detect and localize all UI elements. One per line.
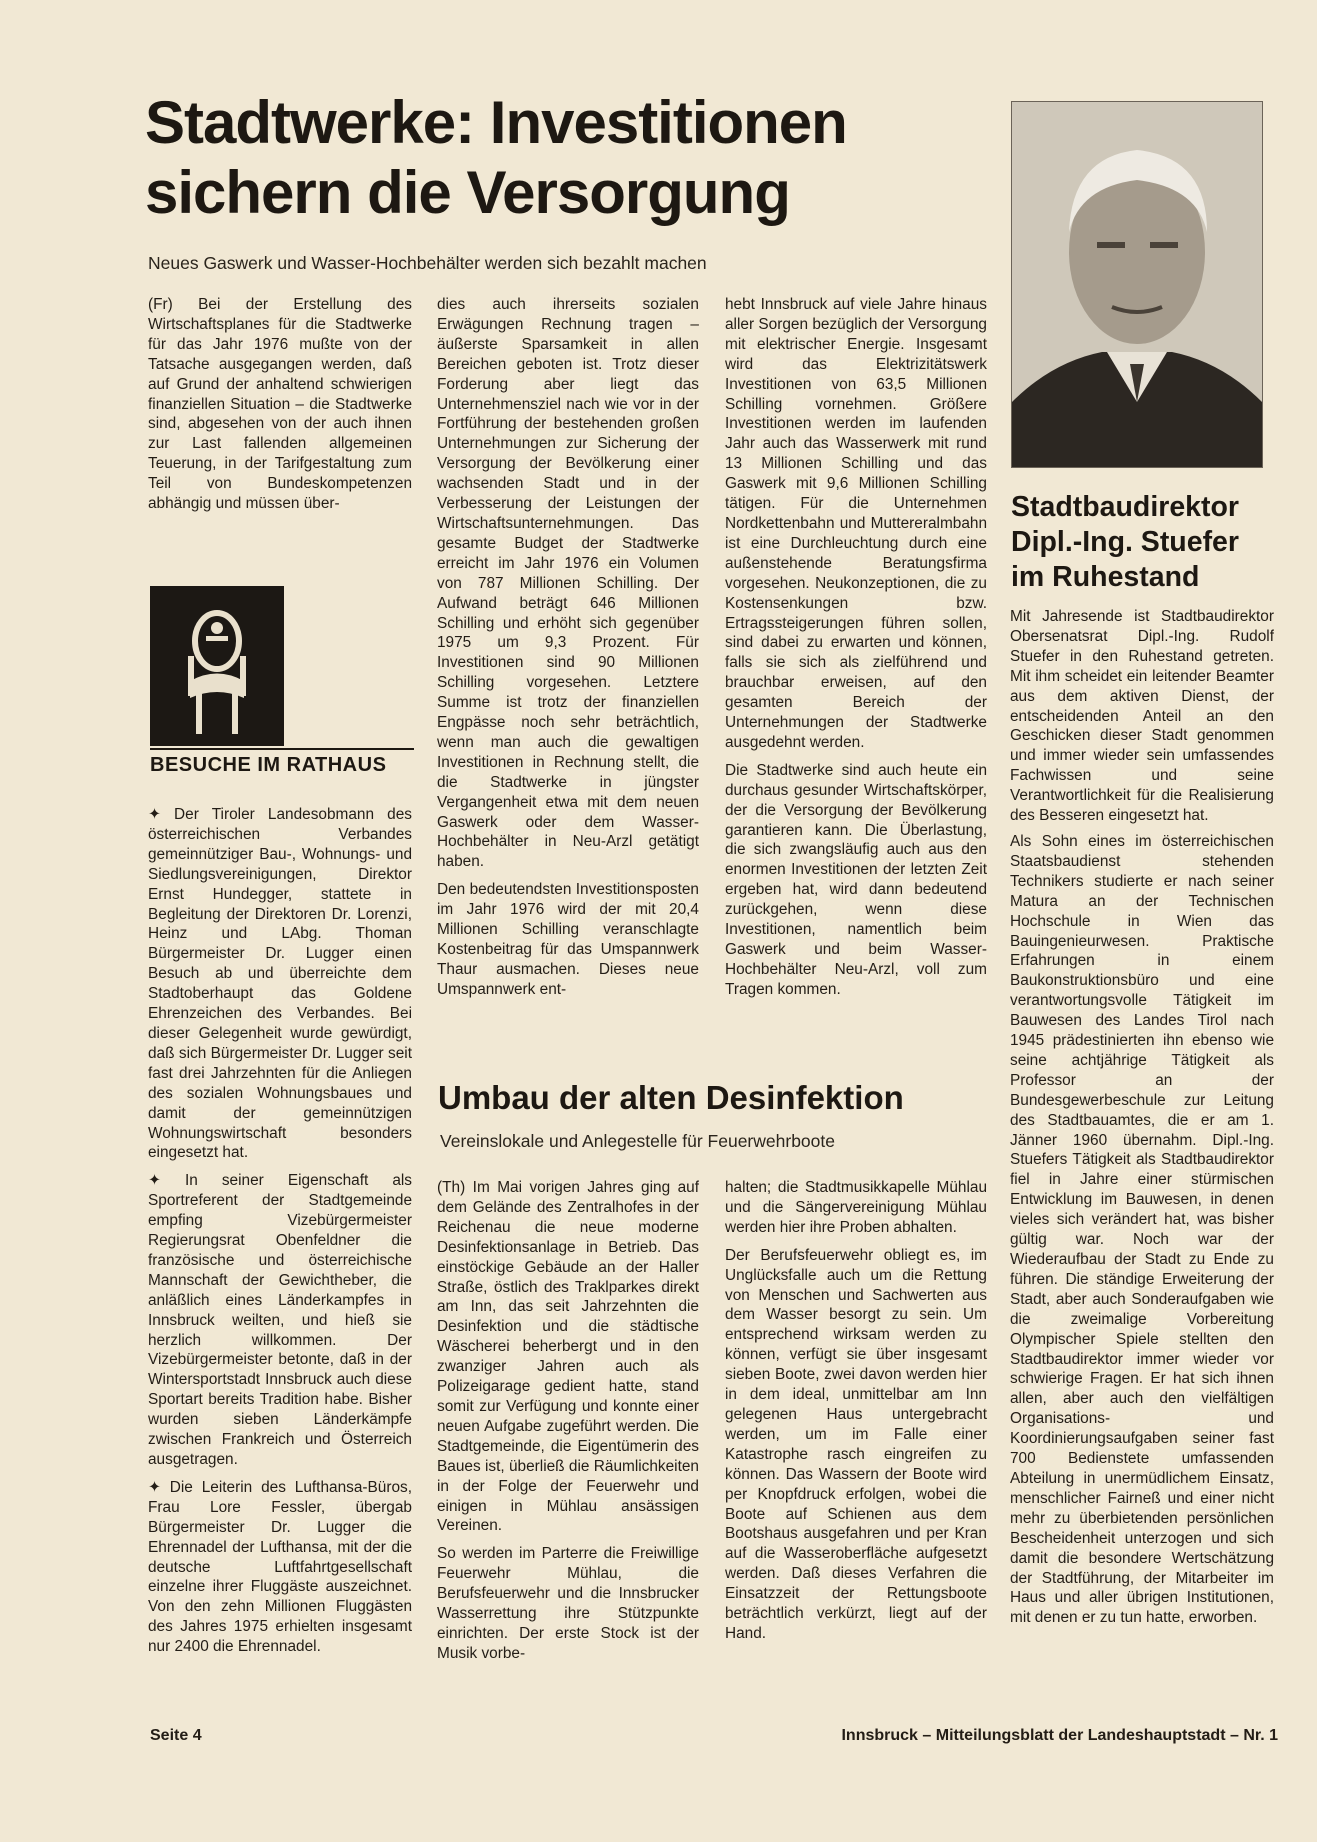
chair-icon (150, 586, 284, 746)
rubric-paragraph-3: ✦ Die Leiterin des Lufthansa-Büros, Frau Lore Fessler, übergab Bürgermeister Dr. Lugger die Ehrennadel der Lufthansa, mit der die deutsche Luftfahrtgesellschaft einzelne ihrer Fluggäste auszeichnet. Von den zehn Millionen Fluggästen des Jahres 1975 erhielten insgesamt nur 2400 die Ehrennadel. (148, 1478, 412, 1656)
publication-name: Innsbruck – Mitteilungsblatt der Landeshauptstadt – Nr. 1 (841, 1727, 1278, 1744)
article2-paragraph: halten; die Stadtmusikkapelle Mühlau und die Sängervereinigung Mühlau werden hier ihre Proben abhalten. (725, 1179, 987, 1236)
rubric-paragraph-1: ✦ Der Tiroler Landesobmann des österreichischen Verbandes gemeinnütziger Bau-, Wohnungs- und Siedlungsvereinigungen, Direktor Ernst Hundegger, stattete in Begleitung der Direktoren Dr. Lorenzi, Heinz und LAbg. Thoman Bürgermeister Dr. Lugger einen Besuch ab und überreichte dem Stadtoberhaupt das Goldene Ehrenzeichen des Verbandes. Bei dieser Gelegenheit wurde gewürdigt, daß sich Bürgermeister Dr. Lugger seit fast drei Jahrzehnten für die Anliegen des sozialen Wohnungsbaues und damit der gemeinnützigen Wohnungswirtschaft besonders eingesetzt hat. (148, 806, 412, 1162)
article-subtitle: Neues Gaswerk und Wasser-Hochbehälter werden sich bezahlt machen (148, 253, 707, 273)
article2-paragraph: So werden im Parterre die Freiwillige Feuerwehr Mühlau, die Berufsfeuerwehr und die Innsbrucker Wasserrettung ihre Stützpunkte einrichten. Der erste Stock ist der Musik vorbe- (437, 1545, 699, 1662)
rubric-paragraph-2: ✦ In seiner Eigenschaft als Sportreferent der Stadtgemeinde empfing Vizebürgermeister Regierungsrat Obenfeldner die französische und österreichische Mannschaft der Gewichtheber, die anläßlich eines Länderkampfes in Innsbruck weilten, und hieß sie herzlich willkommen. Der Vizebürgermeister betonte, daß in der Wintersportstadt Innsbruck auch diese Sportart bereits Tradition habe. Bisher wurden sieben Länderkämpfe zwischen Frankreich und Österreich ausgetragen. (148, 1172, 412, 1468)
article-paragraph: hebt Innsbruck auf viele Jahre hinaus aller Sorgen bezüglich der Versorgung mit elektrischer Energie. Insgesamt wird das Elektrizitätswerk Investitionen von 63,5 Millionen Schilling vornehmen. Größere Investitionen werden im laufenden Jahr auch das Wasserwerk mit rund 13 Millionen Schilling und das Gaswerk mit 9,6 Millionen Schilling tätigen. Für die Unternehmen Nordkettenbahn und Muttereralmbahn ist eine Durchleuchtung durch eine außenstehende Beratungsfirma vorgesehen. Neukonzeptionen, die zu Kostensenkungen bzw. Ertragssteigerungen führen sollen, sind dabei zu erwarten und können, falls sie sich als zielführend und brauchbar erweisen, auf den gesamten Bereich der Unternehmungen der Stadtwerke ausgedehnt werden. (725, 296, 987, 751)
article2-column-1 (437, 1178, 699, 1708)
article2-title: Umbau der alten Desinfektion (438, 1079, 904, 1116)
rathaus-chair-logo (150, 586, 284, 746)
sidebar-title: Stadtbaudirektor Dipl.-Ing. Stuefer im Ruhestand (1011, 491, 1240, 593)
article2-subtitle: Vereinslokale und Anlegestelle für Feuerwehrboote (440, 1131, 835, 1151)
page-number: Seite 4 (150, 1727, 202, 1744)
article2-paragraph: Der Berufsfeuerwehr obliegt es, im Unglücksfalle auch um die Rettung von Menschen und Sachwerten aus dem Wasser besorgt zu sein. Um entsprechend wirksam werden zu können, verfügt sie über insgesamt sieben Boote, zwei davon werden hier in dem ideal, unmittelbar am Inn gelegenen Haus untergebracht werden, um im Falle einer Katastrophe rasch eingreifen zu können. Das Wassern der Boote wird per Knopfdruck erfolgen, wobei die Boote auf Schienen aus dem Bootshaus ausgefahren und per Kran auf die Wasseroberfläche aufgesetzt werden. Daß dieses Verfahren die Einsatzzeit der Rettungsboote beträchtlich verkürzt, liegt auf der Hand. (725, 1246, 987, 1642)
rubric-title: BESUCHE IM RATHAUS (150, 748, 414, 778)
article-column-2 (437, 295, 699, 1035)
sidebar-paragraph-2: Als Sohn eines im österreichischen Staatsbaudienst stehenden Technikers studierte er nach seiner Matura an der Technischen Hochschule in Wien das Bauingenieurwesen. Praktische Erfahrungen in einem Baukonstruktionsbüro und eine verantwortungsvolle Tätigkeit im Bauwesen des Landes Tirol nach 1945 prädestinierten ihn ebenso wie seine achtjährige Tätigkeit als Professor an der Bundesgewerbeschule zur Leitung des Stadtbauamtes, die er am 1. Jänner 1960 übernahm. Dipl.-Ing. Stuefers Tätigkeit als Stadtbaudirektor fiel in Jahre einer stürmischen Entwicklung im Bauwesen, in denen vieles sich verändert hat, was bisher gültig war. Noch war der Wiederaufbau der Stadt zu Ende zu führen. Die ständige Erweiterung der Stadt, aber auch Sonderaufgaben wie die zweimalige Vorbereitung Olympischer Spiele stellten den Stadtbaudirektor immer wieder vor schwierige Fragen. Er hat sich ihnen allen, aber auch den vielfältigen Organisations- und Koordinierungsaufgaben seiner fast 700 Bedienstete umfassenden Abteilung in unermüdlichem Einsatz, menschlicher Fairneß und einer nicht mehr zu überbietenden persönlichen Bescheidenheit unterzogen und sich damit die besondere Wertschätzung der Stadtführung, der Mitarbeiter im Haus und aller übrigen Institutionen, mit denen er zu tun hatte, erworben. (1010, 832, 1274, 1627)
sidebar-paragraph-1: Mit Jahresende ist Stadtbaudirektor Obersenatsrat Dipl.-Ing. Rudolf Stuefer in den Ruhestand getreten. Mit ihm scheidet ein leitender Beamter aus dem aktiven Dienst, der entscheidenden Anteil an den Geschicken dieser Stadt genommen und immer wieder sein umfassendes Fachwissen und seine Verantwortlichkeit für die Realisierung des Besseren eingesetzt hat. (1010, 608, 1274, 825)
sidebar-column (1010, 607, 1274, 1707)
article-paragraph: Die Stadtwerke sind auch heute ein durchaus gesunder Wirtschaftskörper, der die Versorgung der Bevölkerung garantieren kann. Die Überlastung, die sich zwangsläufig auch aus den enormen Investitionen der letzten Zeit ergeben hat, wird dann bedeutend zurückgehen, wenn diese Investitionen, namentlich beim Gaswerk und beim Wasser-Hochbehälter Neu-Arzl, voll zum Tragen kommen. (725, 761, 987, 998)
article-paragraph: Den bedeutendsten Investitionsposten im Jahr 1976 wird der mit 20,4 Millionen Schilling veranschlagte Kostenbeitrag für das Umspannwerk Thaur ausmachen. Dieses neue Umspannwerk ent- (437, 881, 699, 998)
article-paragraph: dies auch ihrerseits sozialen Erwägungen Rechnung tragen – äußerste Sparsamkeit in allen Bereichen geboten ist. Trotz dieser Forderung aber liegt das Unternehmensziel nach wie vor in der Fortführung der bestehenden großen Unternehmungen zur Sicherung der Versorgung der Bevölkerung einer wachsenden Stadt und in der Verbesserung der Leistungen der Wirtschaftsunternehmungen. Das gesamte Budget der Stadtwerke erreicht im Jahr 1976 ein Volumen von 787 Millionen Schilling. Der Aufwand beträgt 646 Millionen Schilling und erhöht sich gegenüber 1975 um 9,3 Prozent. Für Investitionen sind 90 Millionen Schilling vorgesehen. Letztere Summe ist trotz der finanziellen Engpässe noch sehr beträchtlich, wenn man auch die gewaltigen Investitionen in Rechnung stellt, die die Stadtwerke in jüngster Vergangenheit etwa mit dem neuen Gaswerk oder dem Wasser-Hochbehälter in Neu-Arzl getätigt haben. (437, 296, 699, 871)
article-paragraph: (Fr) Bei der Erstellung des Wirtschaftsplanes für die Stadtwerke für das Jahr 1976 mußte von der Tatsache ausgegangen werden, daß auf Grund der anhaltend schwierigen finanziellen Situation – die Stadtwerke sind, abgesehen von der auch ihnen zur Last fallenden allgemeinen Teuerung, in der Tarifgestaltung zum Teil von Bundeskompetenzen abhängig und müssen über- (148, 296, 412, 513)
page-title: Stadtwerke: Investitionen sichern die Versorgung (145, 89, 847, 226)
rubric-column (148, 805, 412, 1710)
article2-paragraph: (Th) Im Mai vorigen Jahres ging auf dem Gelände des Zentralhofes in der Reichenau die neue moderne Desinfektionsanlage in Betrieb. Das einstöckige Gebäude an der Haller Straße, östlich des Traklparkes direkt am Inn, das seit Jahrzehnten die Desinfektion und die städtische Wäscherei beherbergt und in den zwanziger Jahren auch als Polizeigarage gedient hatte, stand somit zur Verfügung und konnte einer neuen Aufgabe zugeführt werden. Die Stadtgemeinde, die Eigentümerin des Baues ist, überließ die Räumlichkeiten in der Folge der Feuerwehr und einigen in Mühlau ansässigen Vereinen. (437, 1179, 699, 1535)
portrait-photo (1011, 101, 1263, 468)
article-column-3 (725, 295, 987, 1035)
article-column-1 (148, 295, 412, 540)
portrait-image (1012, 102, 1262, 467)
article2-column-2 (725, 1178, 987, 1708)
